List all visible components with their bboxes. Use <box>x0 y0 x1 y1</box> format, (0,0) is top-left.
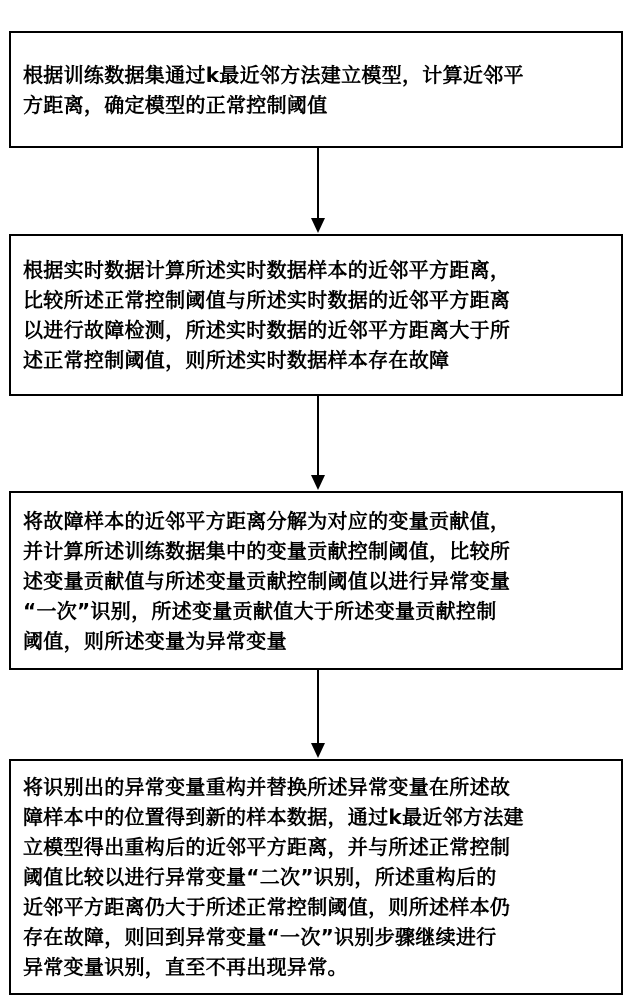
arrow-2-head <box>311 475 325 490</box>
flowchart-step-3 <box>9 491 623 670</box>
flowchart-step-2 <box>9 234 623 396</box>
arrow-step-3-to-4 <box>0 670 638 759</box>
arrow-step-2-to-3 <box>0 396 638 491</box>
step-2-text: 根据实时数据计算所述实时数据样本的近邻平方距离， 比较所述正常控制阈值与所述实时数据的近邻平方距离 以进行故障检测，所述实时数据的近邻平方距离大于所 述正常控制阈值，则所述实时数据样本存在故障 <box>23 258 511 372</box>
arrow-3-head <box>311 743 325 758</box>
flowchart-step-1 <box>9 31 623 148</box>
flowchart-step-4 <box>9 759 623 995</box>
step-1-text: 根据训练数据集通过k最近邻方法建立模型，计算近邻平 方距离，确定模型的正常控制阈值 <box>23 62 524 117</box>
step-3-text: 将故障样本的近邻平方距离分解为对应的变量贡献值， 并计算所述训练数据集中的变量贡献控制阈值，比较所 述变量贡献值与所述变量贡献控制阈值以进行异常变量 “一次”识别，所述变量贡献值大于所述变量贡献控制 阈值，则所述变量为异常变量 <box>23 508 511 653</box>
step-4-text: 将识别出的异常变量重构并替换所述异常变量在所述故 障样本中的位置得到新的样本数据，通过k最近邻方法建 立模型得出重构后的近邻平方距离，并与所述正常控制 阈值比较以进行异常变量“二次”识别，所述重构后的 近邻平方距离仍大于所述正常控制阈值，则所述样本仍 存在故障，则回到异常变量“一次”识别步骤继续进行 异常变量识别，直至不再出现异常。 <box>23 775 524 979</box>
arrow-step-1-to-2 <box>0 148 638 234</box>
arrow-1-head <box>311 218 325 233</box>
